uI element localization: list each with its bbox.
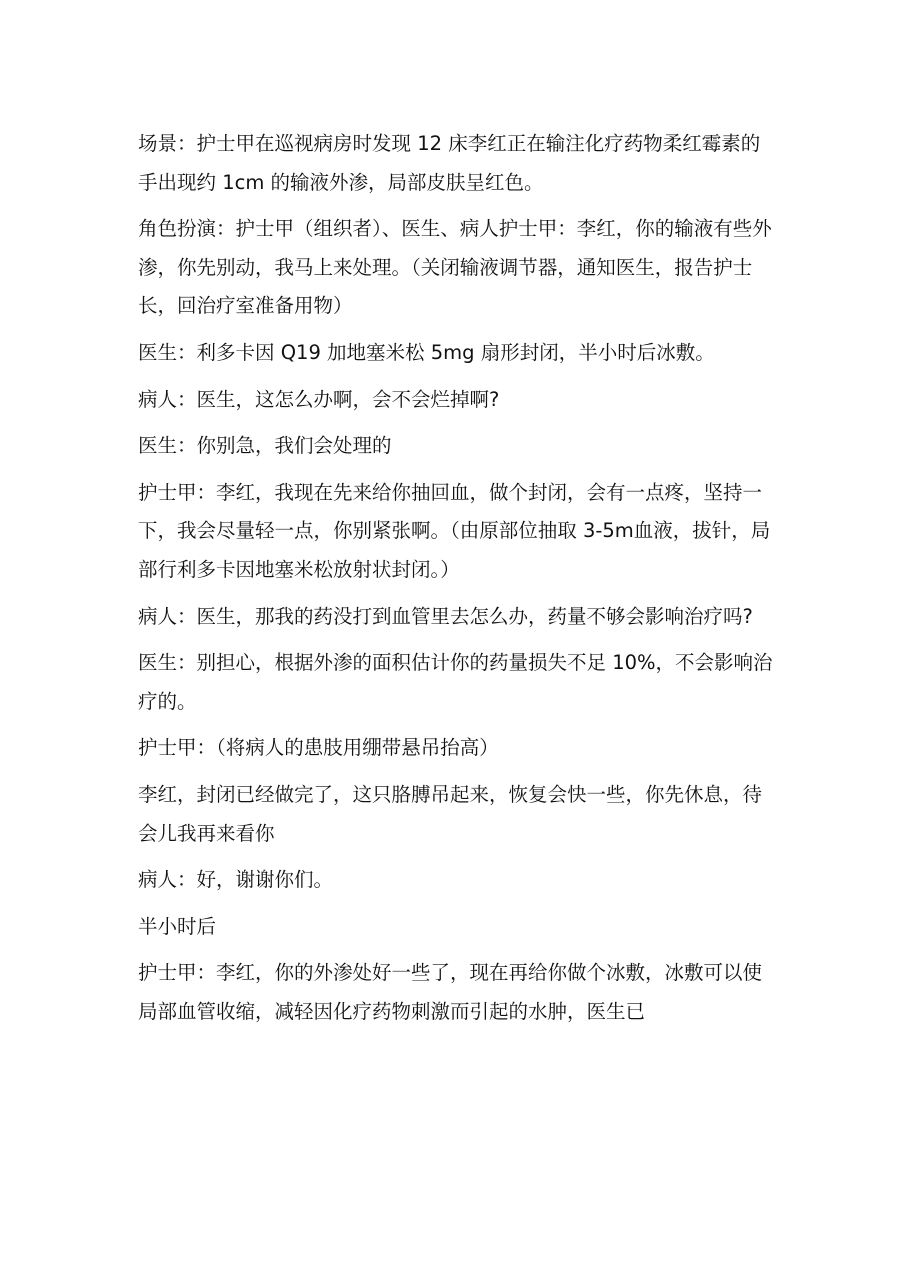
time-marker: 半小时后: [138, 914, 217, 938]
dialogue-line: 病人：医生，那我的药没打到血管里去怎么办，药量不够会影响治疗吗?: [138, 604, 753, 628]
dialogue-line: 医生：别担心，根据外渗的面积估计你的药量损失不足 10%，不会影响治疗的。: [138, 651, 773, 713]
dialogue-line: 护士甲：李红，我现在先来给你抽回血，做个封闭，会有一点疼，坚持一下，我会尽量轻一点，你别紧张啊。（由原部位抽取 3-5m血液，拔针，局部行利多卡因地塞米松放射状封闭。）: [138, 480, 771, 581]
dialogue-line: 病人：医生，这怎么办啊，会不会烂掉啊?: [138, 387, 500, 411]
dialogue-line: 病人：好，谢谢你们。: [138, 868, 334, 892]
scene-paragraph: 场景：护士甲在巡视病房时发现 12 床李红正在输注化疗药物柔红霉素的手出现约 1cm 的输液外渗，局部皮肤呈红色。: [138, 132, 761, 194]
dialogue-line: 李红，封闭已经做完了，这只胳膊吊起来，恢复会快一些，你先休息，待会儿我再来看你: [138, 782, 763, 845]
roleplay-paragraph: 角色扮演：护士甲（组织者）、医生、病人护士甲：李红，你的输液有些外渗，你先别动，我马上来处理。（关闭输液调节器，通知医生，报告护士长，回治疗室准备用物）: [138, 217, 772, 318]
dialogue-line: 护士甲：（将病人的患肢用绷带悬吊抬高）: [138, 736, 499, 760]
dialogue-line: 护士甲：李红，你的外渗处好一些了，现在再给你做个冰敷，冰敷可以使局部血管收缩，减轻因化疗药物刺激而引起的水肿，医生已: [138, 961, 763, 1023]
document-body: [138, 125, 778, 1039]
dialogue-line: 医生：利多卡因 Q19 加地塞米松 5mg 扇形封闭，半小时后冰敷。: [138, 340, 715, 364]
dialogue-line: 医生：你别急，我们会处理的: [138, 434, 392, 458]
